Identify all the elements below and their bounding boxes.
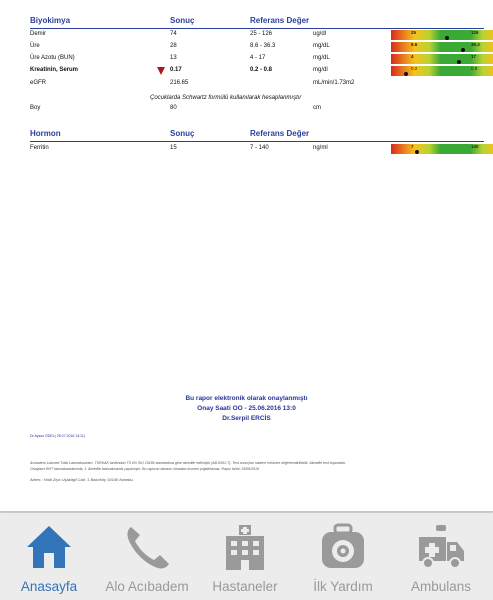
lab-address: Adres : Halit Ziya Uşakligil Cad. 1 Bakırköy 34140 İstanbul (30, 477, 134, 482)
test-unit: mg/dL (313, 55, 330, 61)
tab-anasayfa[interactable] (0, 513, 98, 600)
test-name: Üre (30, 43, 40, 49)
range-low-label: 0.2 (411, 66, 418, 71)
accreditation-footer-1: Acıbadem Labmed Tıbbi Laboratuvarları, TÜRKAK tarafından TS EN ISO 15189 standardına göre akredite edilmiştir (AB-0091-T). Test sonuçları sadece hekimce değerlendirilebilir. Akredite test dışındadır. (30, 461, 347, 465)
test-name: Ferritin (30, 145, 49, 151)
range-high-label: 140 (471, 144, 479, 149)
test-name: Demir (30, 31, 46, 37)
first-aid-kit-icon (318, 523, 368, 571)
test-reference: 0.2 - 0.8 (250, 67, 273, 73)
result-row-ferritin (30, 143, 484, 155)
column-reference-header: Referans Değer (250, 129, 310, 138)
bottom-tab-bar (0, 513, 493, 600)
test-value: 13 (170, 55, 177, 61)
reference-range-bar (391, 42, 493, 52)
range-low-label: 4 (411, 54, 414, 59)
tab-label: Alo Acıbadem (105, 579, 189, 594)
range-low-label: 8.6 (411, 42, 418, 47)
tab-label: Ambulans (410, 579, 472, 594)
result-row-boy (30, 103, 484, 115)
test-reference: 25 - 126 (250, 31, 273, 37)
test-unit: mg/dl (313, 67, 328, 73)
test-value: 74 (170, 31, 177, 37)
test-unit: mg/dL (313, 43, 330, 49)
tab-ilk-yardim[interactable] (294, 513, 392, 600)
tab-ambulans[interactable] (392, 513, 490, 600)
phone-icon (122, 523, 172, 571)
reference-range-bar (391, 54, 493, 64)
range-high-label: 0.8 (471, 66, 478, 71)
test-value: 15 (170, 145, 177, 151)
column-reference-header: Referans Değer (250, 16, 310, 25)
egfr-note: Çocuklarda Schwartz formülü kullanılarak hesaplanmıştır (150, 95, 302, 101)
result-row-demir (30, 29, 484, 41)
test-reference: 4 - 17 (250, 55, 266, 61)
approving-doctor: Dr.Serpil ERCİS (222, 415, 271, 422)
range-low-label: 7 (411, 144, 414, 149)
result-marker (404, 72, 408, 76)
test-unit: ug/dl (313, 31, 327, 37)
result-row-bun (30, 53, 484, 65)
biochemistry-header (30, 14, 484, 29)
range-high-label: 36.3 (471, 42, 480, 47)
test-unit: mL/min/1.73m2 (313, 80, 355, 86)
column-test-header: Biyokimya (30, 16, 71, 25)
approval-line-1: Bu rapor elektronik olarak onaylanmıştı (185, 395, 308, 402)
test-unit: cm (313, 105, 321, 111)
result-marker (415, 150, 419, 154)
column-test-header: Hormon (30, 129, 61, 138)
test-value: 216.65 (170, 80, 189, 86)
column-result-header: Sonuç (170, 129, 195, 138)
tab-alo-acibadem[interactable] (98, 513, 196, 600)
test-name: Kreatinin, Serum (30, 67, 79, 73)
entry-signature: Dr.Aysun ÖDEL( 25.07.2016 13:11) (30, 434, 85, 438)
tab-hastaneler[interactable] (196, 513, 294, 600)
test-value: 28 (170, 43, 177, 49)
test-name: eGFR (30, 80, 47, 86)
result-marker (461, 48, 465, 52)
approval-time: Onay Saati OO - 25.06.2016 13:0 (197, 405, 296, 412)
range-low-label: 25 (411, 30, 417, 35)
tab-label: İlk Yardım (313, 579, 373, 594)
test-value: 80 (170, 105, 177, 111)
result-row-egfr (30, 78, 484, 90)
tab-label: Hastaneler (212, 579, 278, 594)
reference-range-bar (391, 30, 493, 40)
accreditation-footer-2: Onaylanır BHT laboratuvarlarında; 1. Akredite laboratuvarda yapılmıştır. Bu raporun tamamı olmadan kısmen çoğaltılamaz. Rapor tarihi: 25/06/2016 (30, 467, 259, 471)
tab-label: Anasayfa (20, 579, 78, 594)
test-unit: ng/ml (313, 145, 328, 151)
test-value: 0.17 (170, 67, 182, 73)
test-reference: 8.6 - 36.3 (250, 43, 276, 49)
result-marker (445, 36, 449, 40)
test-reference: 7 - 140 (250, 145, 269, 151)
range-high-label: 17 (471, 54, 477, 59)
test-name: Üre Azotu (BUN) (30, 55, 75, 61)
hospital-building-icon (220, 523, 270, 571)
result-marker (457, 60, 461, 64)
range-high-label: 126 (471, 30, 479, 35)
reference-range-bar (391, 66, 493, 76)
test-name: Boy (30, 105, 41, 111)
column-result-header: Sonuç (170, 16, 195, 25)
low-flag-icon (157, 67, 165, 75)
home-icon (24, 523, 74, 571)
result-row-kreatinin (30, 65, 484, 77)
hormone-header (30, 127, 484, 142)
result-row-ure (30, 41, 484, 53)
ambulance-icon (416, 523, 466, 571)
reference-range-bar (391, 144, 493, 154)
